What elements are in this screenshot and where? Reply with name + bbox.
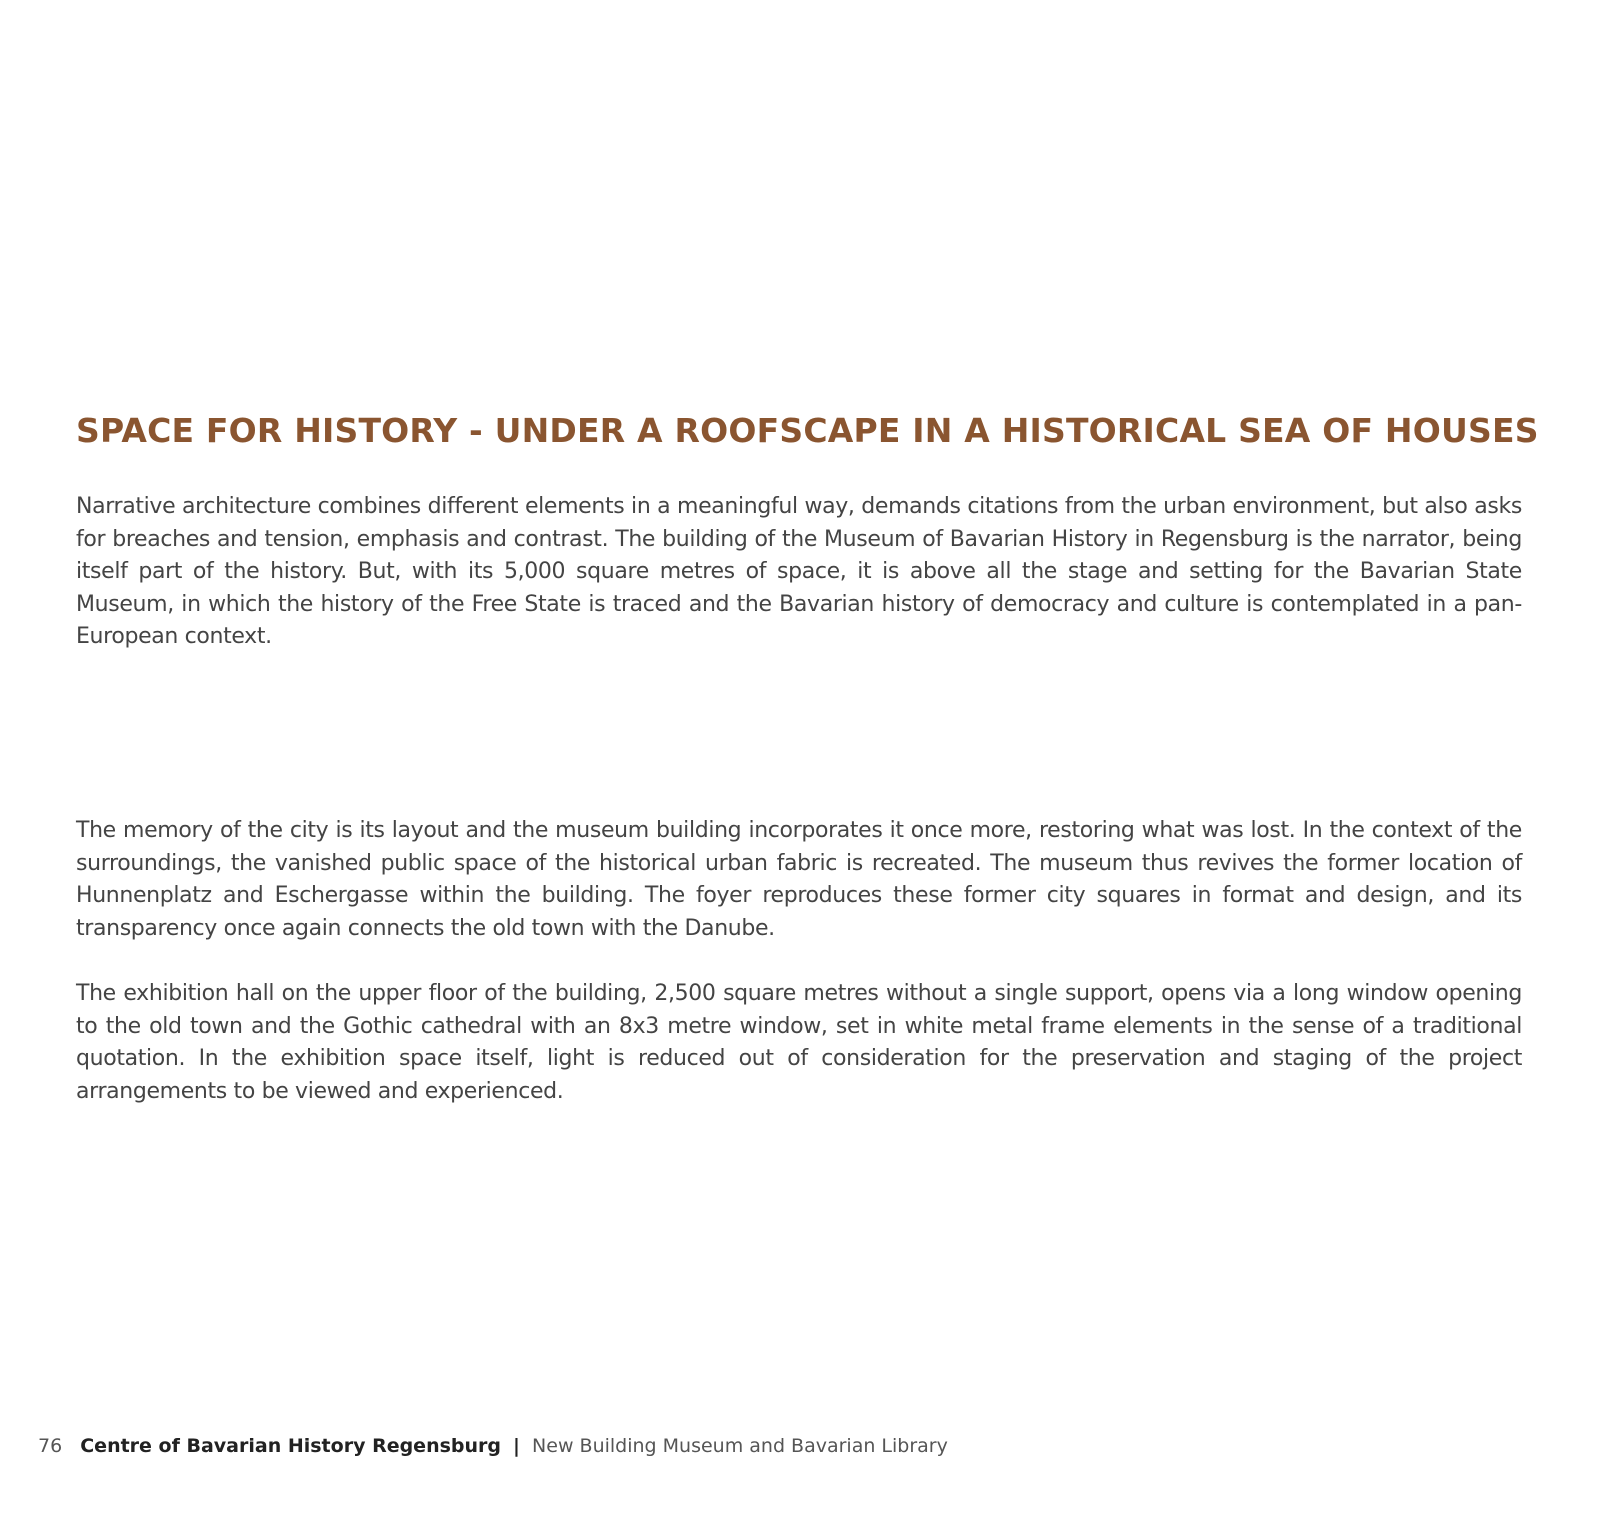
body-paragraph-1: Narrative architecture combines different elements in a meaningful way, demands citations from the urban environment, but also asks for breaches and tension, emphasis and contrast. The building of the Museum of Bavarian History in Regensburg is the narrator, being itself part of the history. But, with its 5,000 square metres of space, it is above all the stage and setting for the Bavarian State Museum, in which the history of the Free State is traced and the Bavarian history of democracy and culture is contemplated in a pan-European context.: [76, 494, 1522, 649]
publication-title: Centre of Bavarian History Regensburg: [80, 1435, 501, 1457]
page-number: 76: [38, 1435, 63, 1457]
body-paragraph-2: The memory of the city is its layout and the museum building incorporates it once more, restoring what was lost. In the context of the surroundings, the vanished public space of the historical urban fabric is recreated. The museum thus revives the former location of Hunnenplatz and Eschergasse within the building. The foyer reproduces these former city squares in format and design, and its transparency once again connects the old town with the Danube.: [76, 818, 1522, 941]
section-heading: SPACE FOR HISTORY - UNDER A ROOFSCAPE IN A HISTORICAL SEA OF HOUSES: [76, 411, 1539, 450]
publication-subtitle: New Building Museum and Bavarian Library: [532, 1435, 948, 1457]
footer-separator: |: [513, 1435, 520, 1457]
body-paragraph-3: The exhibition hall on the upper floor of the building, 2,500 square metres without a single support, opens via a long window opening to the old town and the Gothic cathedral with an 8x3 metre window, set in white metal frame elements in the sense of a traditional quotation. In the exhibition space itself, light is reduced out of consideration for the preservation and staging of the project arrangements to be viewed and experienced.: [76, 981, 1522, 1104]
page-footer: [38, 1434, 948, 1458]
